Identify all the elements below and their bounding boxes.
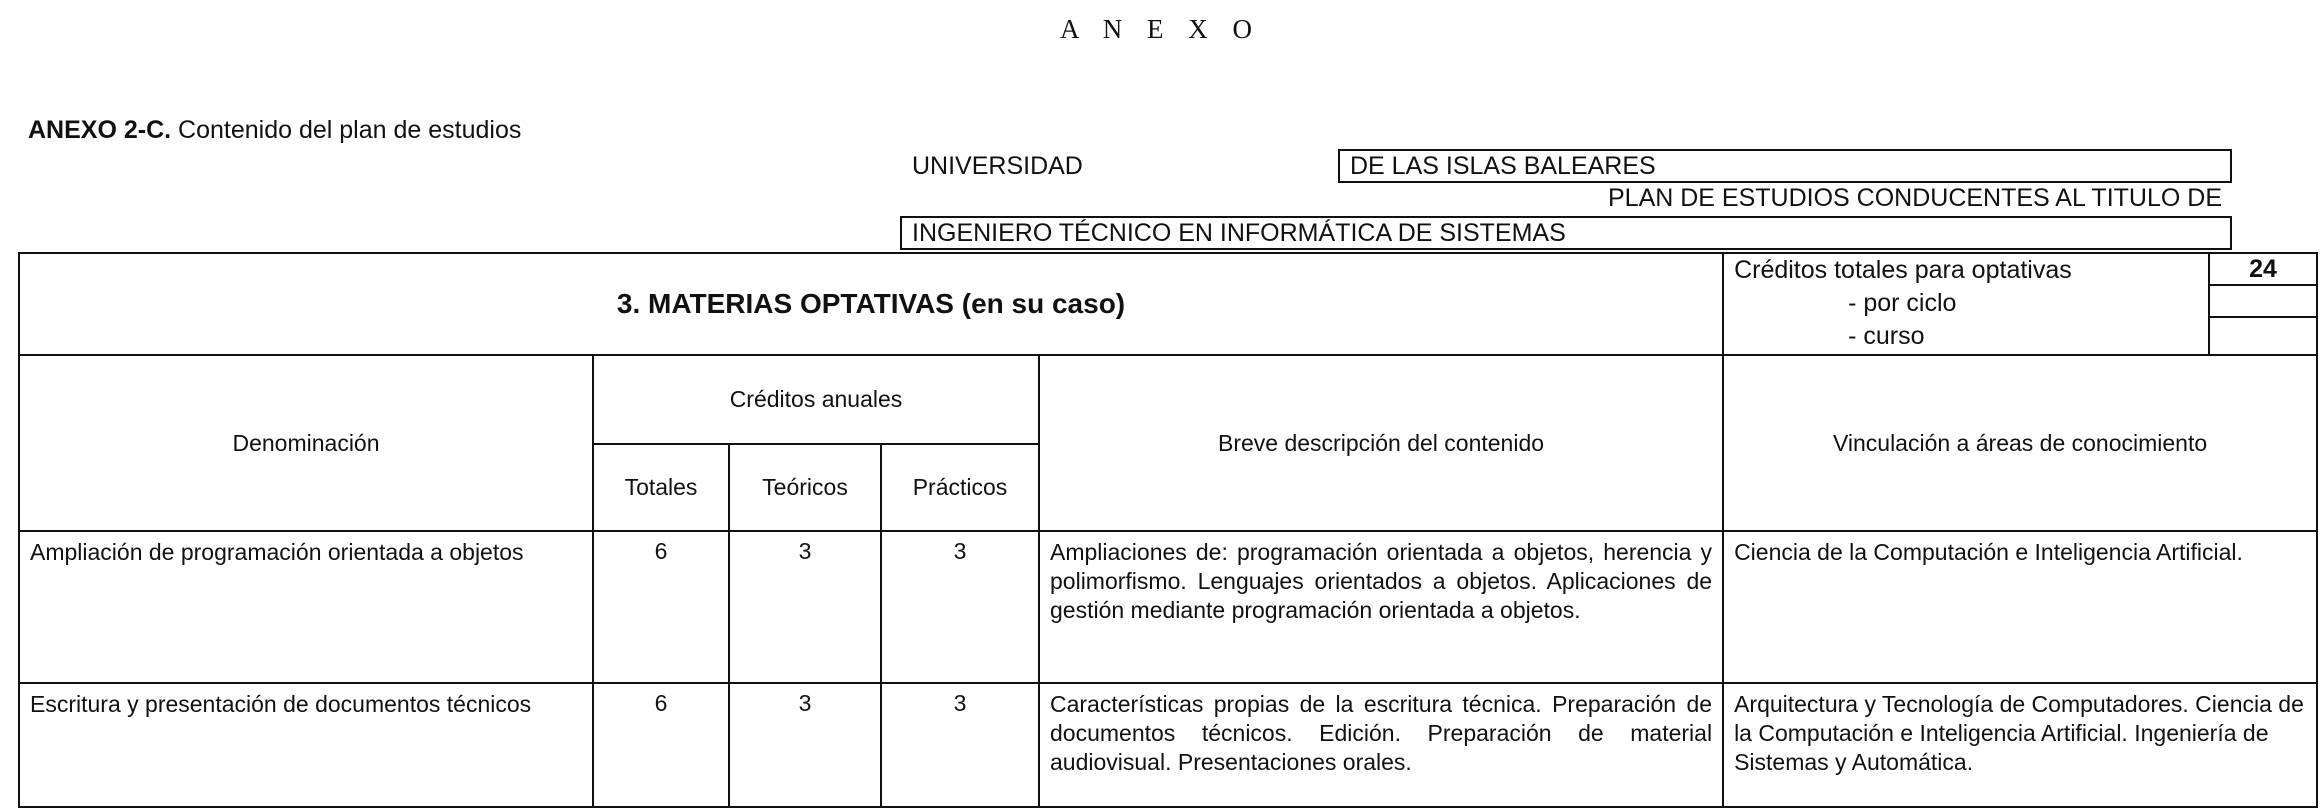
row-denominacion: Escritura y presentación de documentos técnicos bbox=[19, 683, 593, 807]
anexo-label-text: Contenido del plan de estudios bbox=[171, 116, 522, 144]
section-header-row bbox=[19, 253, 2317, 355]
section-title: 3. MATERIAS OPTATIVAS (en su caso) bbox=[19, 253, 1723, 355]
row-denominacion: Ampliación de programación orientada a objetos bbox=[19, 531, 593, 683]
row-totales: 6 bbox=[593, 683, 729, 807]
row-vinculacion: Ciencia de la Computación e Inteligencia Artificial. bbox=[1723, 531, 2317, 683]
row-practicos: 3 bbox=[881, 531, 1039, 683]
row-practicos: 3 bbox=[881, 683, 1039, 807]
col-teoricos: Teóricos bbox=[729, 444, 881, 531]
col-descripcion: Breve descripción del contenido bbox=[1039, 355, 1723, 531]
plan-label: PLAN DE ESTUDIOS CONDUCENTES AL TITULO DE bbox=[1607, 184, 2222, 212]
row-teoricos: 3 bbox=[729, 683, 881, 807]
row-totales: 6 bbox=[593, 531, 729, 683]
row-vinculacion: Arquitectura y Tecnología de Computadores. Ciencia de la Computación e Inteligencia Artificial. Ingeniería de Sistemas y Automática. bbox=[1723, 683, 2317, 807]
por-ciclo-label: - por ciclo bbox=[1848, 289, 1957, 317]
anexo-label-bold: ANEXO 2-C. bbox=[28, 116, 172, 144]
universidad-value: DE LAS ISLAS BALEARES bbox=[1338, 149, 2232, 183]
col-totales: Totales bbox=[593, 444, 729, 531]
document-title: A N E X O bbox=[1060, 14, 1261, 44]
creditos-totales-cell bbox=[1723, 253, 2317, 355]
column-header-row-1 bbox=[19, 355, 2317, 444]
col-denominacion: Denominación bbox=[19, 355, 593, 531]
row-descripcion: Características propias de la escritura técnica. Preparación de documentos técnicos. Edición. Preparación de material audiovisual. Presentaciones orales. bbox=[1039, 683, 1723, 807]
curso-value bbox=[2208, 318, 2316, 354]
creditos-totales-value: 24 bbox=[2208, 254, 2316, 286]
por-ciclo-value bbox=[2208, 286, 2316, 318]
universidad-label: UNIVERSIDAD bbox=[912, 152, 1083, 180]
row-descripcion: Ampliaciones de: programación orientada a objetos, herencia y polimorfismo. Lenguajes orientados a objetos. Aplicaciones de gestión mediante programación orientada a objetos. bbox=[1039, 531, 1723, 683]
materias-table bbox=[18, 252, 2318, 808]
col-vinculacion: Vinculación a áreas de conocimiento bbox=[1723, 355, 2317, 531]
col-practicos: Prácticos bbox=[881, 444, 1039, 531]
col-creditos-anuales: Créditos anuales bbox=[593, 355, 1039, 444]
curso-label: - curso bbox=[1848, 322, 1925, 350]
creditos-totales-label: Créditos totales para optativas bbox=[1734, 256, 2072, 284]
row-teoricos: 3 bbox=[729, 531, 881, 683]
table-row bbox=[19, 683, 2317, 807]
anexo-label bbox=[28, 116, 521, 145]
table-row bbox=[19, 531, 2317, 683]
titulo-value: INGENIERO TÉCNICO EN INFORMÁTICA DE SISTEMAS bbox=[900, 216, 2232, 250]
